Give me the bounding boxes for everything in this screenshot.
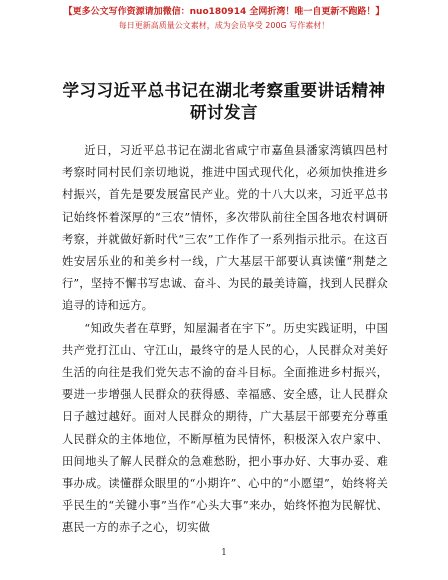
document-title: 学习习近平总书记在湖北考察重要讲话精神研讨发言 xyxy=(62,81,386,122)
promo-banner xyxy=(0,6,448,31)
promo-banner-line1: 【更多公文写作资源请加微信：nuo180914 全网折湾！唯一自更新不跑路！】 xyxy=(63,7,385,17)
paragraph-2: “知政失者在草野，知屋漏者在宇下”。历史实践证明，中国共产党打江山、守江山，最终守的是人民的心，人民群众对美好生活的向往是我们党矢志不渝的奋斗目标。全面推进乡村振兴，要进一步增强人民群众的获得感、幸福感、安全感，让人民群众日子越过越好。面对人民群众的期待，广大基层干部要充分尊重人民群众的主体地位，不断厚植为民情怀，积极深入农户家中、田间地头了解人民群众的急难愁盼，把小事办好、大事办妥、难事办成。读懂群众眼里的“小期许”、心中的“小愿望”，始终将关乎民生的“关键小事”当作“心头大事”来办，始终怀抱为民解忧、惠民一方的赤子之心，切实做 xyxy=(62,321,388,535)
document-body xyxy=(62,140,388,540)
page-number: 1 xyxy=(221,548,227,558)
promo-banner-line2: 每日更新高质量公文素材，成为会员享受 200G 写作素材！ xyxy=(118,21,330,30)
paragraph-1: 近日，习近平总书记在湖北省咸宁市嘉鱼县潘家湾镇四邑村考察时同村民们亲切地说，推进中国式现代化，必须加快推进乡村振兴，首先是要发展富民产业。党的十八大以来，习近平总书记始终怀着深厚的“三农”情怀，多次带队前往全国各地农村调研考察，并就做好新时代“三农”工作作了一系列指示批示。在这百姓安居乐业的和美乡村一线，广大基层干部要认真读懂“荆楚之行”，坚持不懈书写忠诚、奋斗、为民的最美诗篇，找到人民群众追寻的诗和远方。 xyxy=(62,144,388,313)
